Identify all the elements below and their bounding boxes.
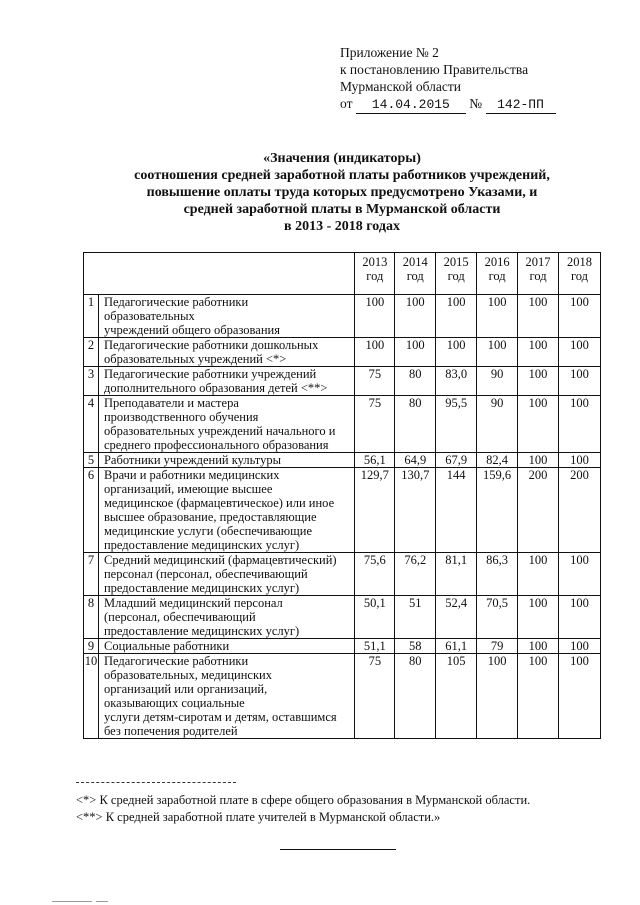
row-label-line: дополнительного образования детей <**> — [103, 381, 328, 395]
table-row — [84, 468, 601, 553]
appendix-block — [340, 44, 556, 114]
header-year: 2013 — [362, 255, 388, 269]
row-label-line: услуги детям-сиротам и детям, оставшимся — [103, 710, 337, 724]
value-cell: 100 — [355, 295, 395, 338]
value-cell: 52,4 — [436, 596, 477, 639]
header-row — [84, 253, 601, 295]
value-cell: 100 — [559, 654, 601, 739]
header-year-cell — [436, 253, 477, 295]
appendix-line-1: Приложение № 2 — [340, 45, 439, 60]
title-line-1: «Значения (индикаторы) — [263, 151, 421, 166]
row-label-line: производственного обучения — [103, 410, 259, 424]
table-row — [84, 453, 601, 468]
row-label-line: предоставление медицинских услуг) — [103, 538, 300, 552]
row-label-line: без попечения родителей — [103, 724, 238, 738]
row-label-line: предоставление медицинских услуг) — [103, 624, 300, 638]
footnotes — [76, 792, 530, 826]
row-label-line: (персонал, обеспечивающий — [103, 610, 256, 624]
value-cell: 144 — [436, 468, 477, 553]
table-row — [84, 367, 601, 396]
appendix-date-line — [340, 95, 556, 114]
value-cell: 75 — [355, 367, 395, 396]
value-cell: 100 — [436, 338, 477, 367]
row-label-line: медицинские услуги (обеспечивающие — [103, 524, 313, 538]
row-label-line: образовательных учреждений <*> — [103, 352, 287, 366]
decree-number: 142-ПП — [486, 96, 556, 114]
value-cell: 200 — [518, 468, 559, 553]
value-cell: 200 — [559, 468, 601, 553]
header-year: 2018 — [567, 255, 592, 269]
decree-date: 14.04.2015 — [356, 96, 466, 114]
header-unit: год — [488, 269, 506, 283]
value-cell: 129,7 — [355, 468, 395, 553]
value-cell: 100 — [518, 639, 559, 654]
row-label-line: высшее образование, предоставляющие — [103, 510, 317, 524]
value-cell: 76,2 — [395, 553, 436, 596]
table-row — [84, 654, 601, 739]
value-cell: 64,9 — [395, 453, 436, 468]
value-cell: 100 — [518, 453, 559, 468]
value-cell: 100 — [477, 338, 518, 367]
appendix-line-2: к постановлению Правительства — [340, 62, 529, 77]
value-cell: 67,9 — [436, 453, 477, 468]
value-cell: 61,1 — [436, 639, 477, 654]
title-line-2: соотношения средней заработной платы работников учреждений, — [134, 168, 550, 183]
value-cell: 70,5 — [477, 596, 518, 639]
row-label-line: оказывающих социальные — [103, 696, 245, 710]
header-unit: год — [447, 269, 465, 283]
row-label-line: Работники учреждений культуры — [103, 453, 281, 467]
table-row — [84, 596, 601, 639]
value-cell: 100 — [559, 367, 601, 396]
footnote-1: <*> К средней заработной плате в сфере общего образования в Мурманской области. — [76, 793, 531, 807]
header-year-cell — [559, 253, 601, 295]
header-year: 2017 — [525, 255, 551, 269]
value-cell: 56,1 — [355, 453, 395, 468]
row-label-line: организаций, имеющие высшее — [103, 482, 273, 496]
table-row — [84, 396, 601, 453]
value-cell: 80 — [395, 367, 436, 396]
value-cell: 130,7 — [395, 468, 436, 553]
value-cell: 100 — [518, 596, 559, 639]
header-blank-cell — [84, 253, 355, 295]
value-cell: 81,1 — [436, 553, 477, 596]
document-title — [82, 150, 602, 235]
row-label-line: образовательных — [103, 309, 195, 323]
value-cell: 100 — [395, 338, 436, 367]
row-number: 5 — [84, 453, 99, 468]
value-cell: 100 — [559, 396, 601, 453]
indicators-table — [83, 252, 601, 739]
header-year-cell — [355, 253, 395, 295]
row-label-line: Педагогические работники учреждений — [103, 367, 317, 381]
row-label-line: Социальные работники — [103, 639, 230, 653]
row-label-line: образовательных учреждений начального и — [103, 424, 336, 438]
value-cell: 75,6 — [355, 553, 395, 596]
row-number: 1 — [84, 295, 99, 338]
header-unit: год — [406, 269, 424, 283]
table-row — [84, 639, 601, 654]
row-label — [98, 338, 354, 367]
row-label — [98, 367, 354, 396]
header-year: 2015 — [443, 255, 469, 269]
number-label: № — [469, 96, 483, 111]
from-label: от — [340, 96, 353, 111]
value-cell: 58 — [395, 639, 436, 654]
title-line-5: в 2013 - 2018 годах — [284, 219, 400, 234]
value-cell: 100 — [518, 367, 559, 396]
header-unit: год — [570, 269, 589, 283]
value-cell: 100 — [559, 338, 601, 367]
row-number: 6 — [84, 468, 99, 553]
row-label — [98, 654, 354, 739]
row-label — [98, 453, 354, 468]
value-cell: 100 — [518, 553, 559, 596]
title-line-4: средней заработной платы в Мурманской области — [183, 202, 501, 217]
scan-mark — [52, 901, 92, 902]
value-cell: 100 — [559, 596, 601, 639]
value-cell: 100 — [436, 295, 477, 338]
row-label-line: медицинское (фармацевтическое) или иное — [103, 496, 335, 510]
row-label-line: среднего профессионального образования — [103, 438, 329, 452]
value-cell: 90 — [477, 367, 518, 396]
value-cell: 51,1 — [355, 639, 395, 654]
header-year: 2016 — [484, 255, 510, 269]
value-cell: 95,5 — [436, 396, 477, 453]
row-label-line: персонал (персонал, обеспечивающий — [103, 567, 308, 581]
value-cell: 100 — [477, 295, 518, 338]
row-label-line: учреждений общего образования — [103, 323, 280, 337]
value-cell: 100 — [477, 654, 518, 739]
table-row — [84, 553, 601, 596]
row-number: 9 — [84, 639, 99, 654]
row-number: 8 — [84, 596, 99, 639]
end-rule — [280, 849, 396, 850]
row-label-line: Младший медицинский персонал — [103, 596, 283, 610]
row-label — [98, 396, 354, 453]
row-label — [98, 295, 354, 338]
header-year-cell — [477, 253, 518, 295]
value-cell: 100 — [355, 338, 395, 367]
header-year: 2014 — [402, 255, 428, 269]
row-label-line: предоставление медицинских услуг) — [103, 581, 300, 595]
value-cell: 80 — [395, 654, 436, 739]
row-label-line: Средний медицинский (фармацевтический) — [103, 553, 337, 567]
table-row — [84, 295, 601, 338]
value-cell: 75 — [355, 654, 395, 739]
row-label — [98, 553, 354, 596]
table-row — [84, 338, 601, 367]
row-number: 10 — [84, 654, 99, 739]
row-number: 3 — [84, 367, 99, 396]
value-cell: 83,0 — [436, 367, 477, 396]
scan-mark — [96, 901, 108, 902]
value-cell: 100 — [559, 453, 601, 468]
row-label-line: Врачи и работники медицинских — [103, 468, 280, 482]
value-cell: 100 — [518, 338, 559, 367]
value-cell: 100 — [518, 396, 559, 453]
value-cell: 100 — [395, 295, 436, 338]
row-label — [98, 639, 354, 654]
row-number: 4 — [84, 396, 99, 453]
header-unit: год — [366, 269, 384, 283]
value-cell: 75 — [355, 396, 395, 453]
value-cell: 90 — [477, 396, 518, 453]
value-cell: 80 — [395, 396, 436, 453]
row-label-line: образовательных, медицинских — [103, 668, 272, 682]
value-cell: 86,3 — [477, 553, 518, 596]
value-cell: 100 — [559, 553, 601, 596]
value-cell: 100 — [518, 295, 559, 338]
value-cell: 105 — [436, 654, 477, 739]
header-unit: год — [529, 269, 547, 283]
row-label — [98, 596, 354, 639]
row-label-line: организаций или организаций, — [103, 682, 268, 696]
row-label-line: Преподаватели и мастера — [103, 396, 239, 410]
value-cell: 100 — [518, 654, 559, 739]
header-year-cell — [395, 253, 436, 295]
row-number: 2 — [84, 338, 99, 367]
value-cell: 100 — [559, 295, 601, 338]
row-label — [98, 468, 354, 553]
value-cell: 79 — [477, 639, 518, 654]
row-label-line: Педагогические работники — [103, 654, 249, 668]
value-cell: 51 — [395, 596, 436, 639]
appendix-line-3: Мурманской области — [340, 79, 461, 94]
row-label-line: Педагогические работники дошкольных — [103, 338, 319, 352]
title-line-3: повышение оплаты труда которых предусмотрено Указами, и — [146, 185, 538, 200]
value-cell: 100 — [559, 639, 601, 654]
header-year-cell — [518, 253, 559, 295]
value-cell: 159,6 — [477, 468, 518, 553]
row-label-line: Педагогические работники — [103, 295, 249, 309]
value-cell: 50,1 — [355, 596, 395, 639]
table-body — [84, 295, 601, 739]
footnote-2: <**> К средней заработной плате учителей в Мурманской области.» — [76, 810, 441, 824]
value-cell: 82,4 — [477, 453, 518, 468]
footnote-separator — [76, 782, 236, 783]
row-number: 7 — [84, 553, 99, 596]
